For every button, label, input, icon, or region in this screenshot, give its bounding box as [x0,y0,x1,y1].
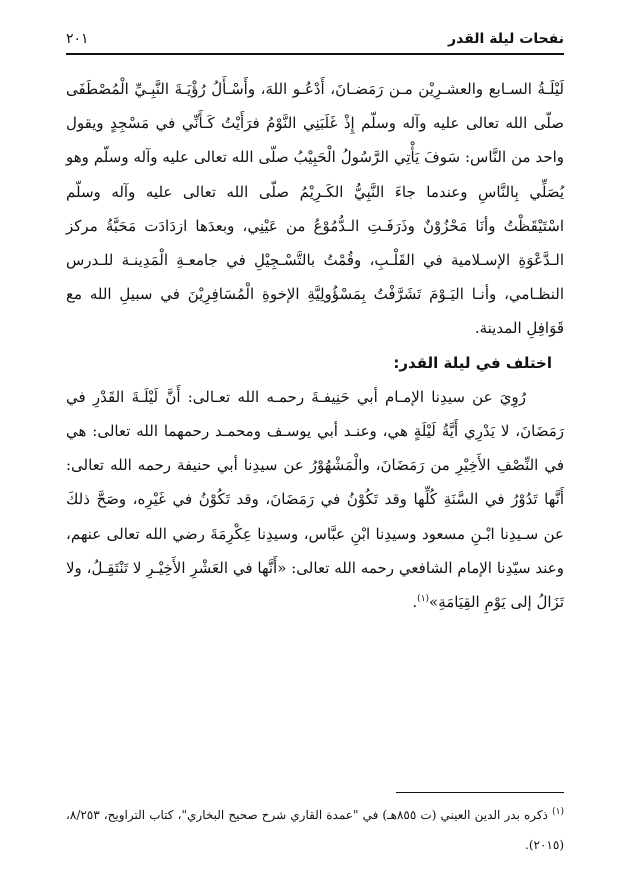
footnote [66,800,564,860]
header-divider [66,53,564,55]
page-number: ٢٠١ [66,31,89,47]
footnote-reference: (١) [417,594,430,605]
main-text [66,72,564,619]
footnote-marker: (١) [552,807,564,817]
paragraph-end-punct: . [412,593,418,612]
paragraph-disagreement [66,380,564,619]
footnote-divider [396,792,564,793]
paragraph-dream: لَيْلَـةُ السـابع والعشـرِيْن مـن رَمَضـانَ، أَدْعُـو اللهَ، وأَسْـأَلُ رُؤْيَـةَ النَّبِـيِّ الْمُصْطَفَى صلّى الله تعالى عليه وآله وسلّم إِذْ غَلَبَنِي النَّوْمُ فرَأَيْتُ كَـأَنِّي في مَسْجِدٍ ويقول واحد من النَّاس: سَوفَ يَأْتِي الرَّسُولُ الْحَبِيْبُ صلّى الله تعالى عليه وآله وسلّم وهو يُصَلِّي بِالنَّاسِ وعندما جاءَ النَّبِيُّ الكَـرِيْمُ صلّى الله تعالى عليه وآله وسلّم اسْتَيْقَظْتُ وأنَا مَحْزُوْنٌ وذَرَفَـتِ الـدُّمُوْعُ من عَيْنِي، وبعدَها ازدَادَت مَحَبَّةُ مركز الـدَّعْوَةِ الإسـلامية في القَلْـبِ، وقُمْتُ بالتَّسْـجِيْلِ في جامعـةِ الْمَدِينـة للـدرس النظـامي، وأنـا اليَـوْمَ تَشَرَّفْتُ بِمَسْؤُولِيَّةِ الإخوةِ الْمُسَافِرِيْنَ في سبيلِ الله مع قَوَافِلِ المدينة. [66,80,564,338]
running-title: نفحات ليلة القدر [448,31,564,47]
section-heading: اختلف في ليلة القدر: [393,353,552,372]
page-header [66,31,564,53]
paragraph-disagreement-text: رُوِيَ عن سيدِنا الإمـام أبي حَنِيفـةَ رحمـه الله تعـالى: أَنَّ لَيْلَـةَ القَدْرِ في رَمَضَانَ، لا يَدْرِي أَيَّةُ لَيْلَةٍ هي، وعنـد أبي يوسـف ومحمـد رحمهما الله تعالى: هي في النِّصْفِ الأَخِيْرِ من رَمَضَانَ، والْمَشْهُوْرُ عن سيدِنا أبي حنيفة رحمه الله تعالى: أَنَّها تَدُوْرُ في السَّنَةِ كُلِّها وقد تَكُوْنُ في رَمَضَانَ، وقد تَكُوْنُ في غَيْرِه، وصَحَّ ذلكَ عن سـيدِنا ابْـنِ مسعود وسيدِنا ابْنِ عبَّاس، وسيدِنا عِكْرِمَةَ رضي الله تعالى عنهم، وعند سيّدِنا الإمام الشافعي رحمه الله تعالى: «أَنَّها في العَشْرِ الأَخِيْـرِ لا تَنْتَقِـلُ، ولا تَزَالُ إلى يَوْمِ القِيَامَةِ» [66,387,564,612]
footnote-text: ذكره بدر الدين العيني (ت ٨٥٥هـ) في "عمدة القاري شرح صحيح البخاري"، كتاب التراويح، ٨/٢٥٣، (٢٠١٥). [66,808,564,852]
